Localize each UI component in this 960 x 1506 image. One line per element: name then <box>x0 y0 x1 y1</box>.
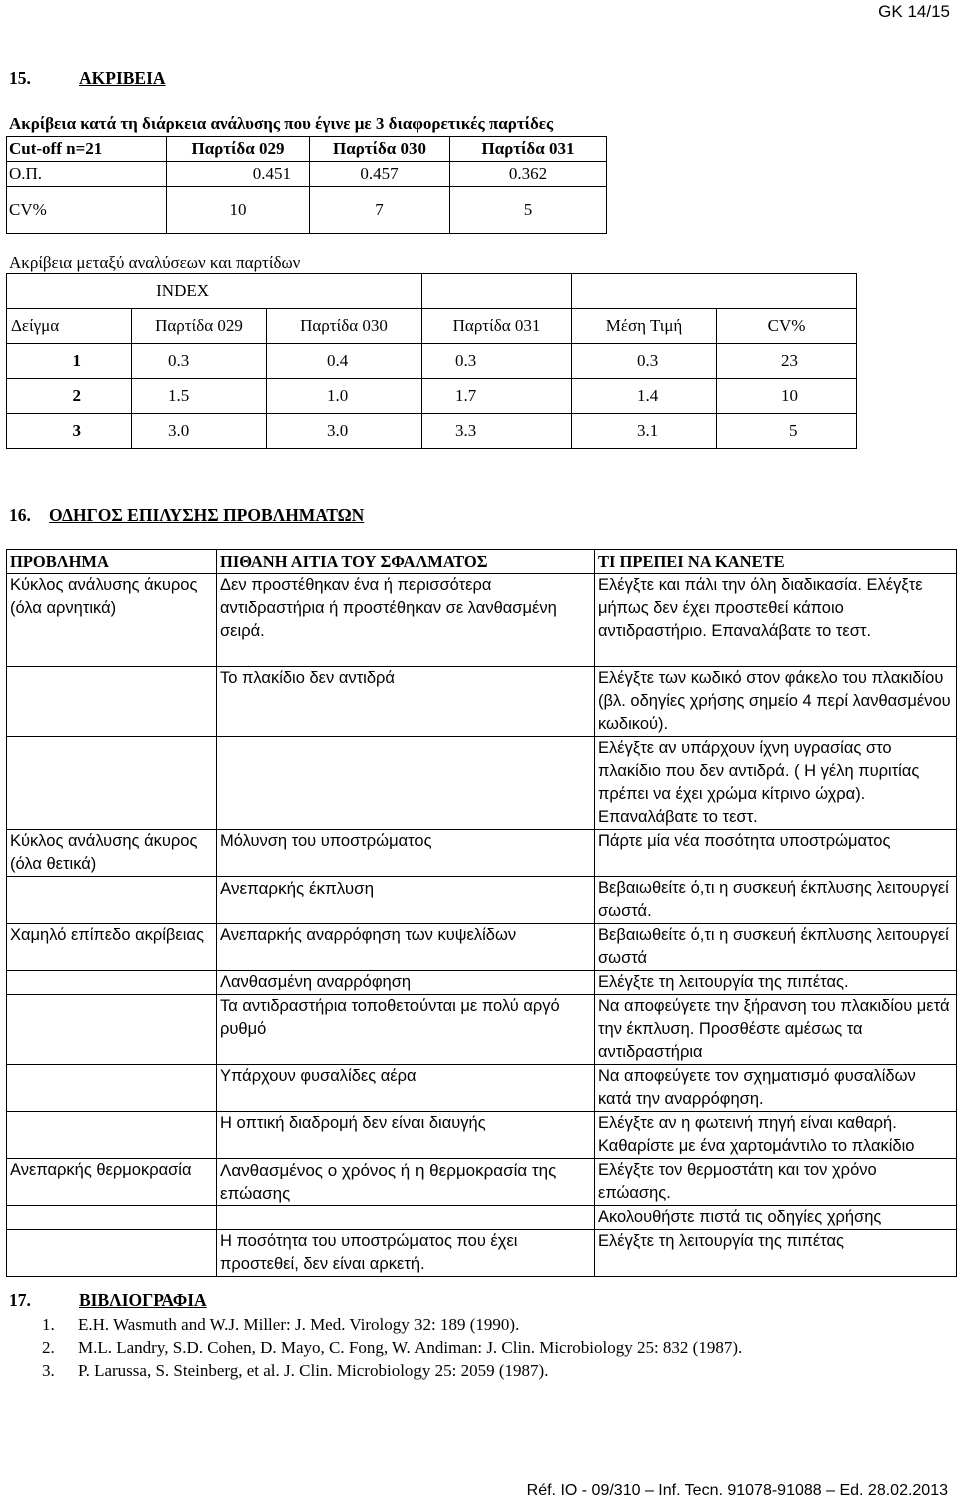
problem-cell <box>7 971 217 995</box>
table-row <box>7 550 957 574</box>
section-number: 17. <box>9 1290 31 1310</box>
table-cell: Παρτίδα 031 <box>450 137 607 162</box>
table-row <box>7 187 607 234</box>
problem-cell: Κύκλος ανάλυσης άκυρος (όλα θετικά) <box>7 830 217 877</box>
action-cell: Ελέγξτε τη λειτουργία της πιπέτας. <box>595 971 957 995</box>
table-cell: 1.5 <box>132 379 267 414</box>
section-17-title <box>9 1290 207 1311</box>
precision-table-index <box>6 273 857 449</box>
table-cell: 1.7 <box>422 379 572 414</box>
table-cell: 10 <box>717 379 857 414</box>
table-cell: 10 <box>167 187 310 234</box>
table-cell: 3.1 <box>572 414 717 449</box>
table-cell: 5 <box>450 187 607 234</box>
table-row <box>7 414 857 449</box>
section-number: 16. <box>9 505 31 525</box>
cause-cell: Ανεπαρκής έκπλυση <box>217 877 595 924</box>
action-cell: Ακολουθήστε πιστά τις οδηγίες χρήσης <box>595 1206 957 1230</box>
cause-cell <box>217 1206 595 1230</box>
table-row <box>7 971 957 995</box>
reference-number: 2. <box>42 1338 55 1357</box>
references-list <box>30 1313 742 1382</box>
table-cell: 0.3 <box>572 344 717 379</box>
problem-cell <box>7 1206 217 1230</box>
action-cell: Ελέγξτε τον θερμοστάτη και τον χρόνο επώασης. <box>595 1159 957 1206</box>
reference-number: 1. <box>42 1315 55 1334</box>
table-cell: 0.451 <box>167 162 310 187</box>
problem-cell <box>7 995 217 1065</box>
problem-cell <box>7 1230 217 1277</box>
table-header: CV% <box>717 309 857 344</box>
table-cell: 0.457 <box>310 162 450 187</box>
section-heading: ΟΔΗΓΟΣ ΕΠΙΛΥΣΗΣ ΠΡΟΒΛΗΜΑΤΩΝ <box>49 505 365 525</box>
table-row <box>7 737 957 830</box>
reference-number: 3. <box>42 1361 55 1380</box>
table-cell: 1.4 <box>572 379 717 414</box>
table-row <box>7 1230 957 1277</box>
table-row <box>7 830 957 877</box>
problem-cell: Κύκλος ανάλυσης άκυρος (όλα αρνητικά) <box>7 574 217 667</box>
table-row <box>7 1065 957 1112</box>
section-number: 15. <box>9 68 31 88</box>
table-header: Παρτίδα 030 <box>267 309 422 344</box>
table-cell: 7 <box>310 187 450 234</box>
table-header: Παρτίδα 031 <box>422 309 572 344</box>
table-cell: Παρτίδα 030 <box>310 137 450 162</box>
problem-cell: Χαμηλό επίπεδο ακρίβειας <box>7 924 217 971</box>
table-cell: 3.0 <box>267 414 422 449</box>
table-cell: 0.362 <box>450 162 607 187</box>
problem-cell <box>7 877 217 924</box>
reference-text: E.H. Wasmuth and W.J. Miller: J. Med. Virology 32: 189 (1990). <box>78 1315 520 1334</box>
table-row <box>7 309 857 344</box>
action-cell: Πάρτε μία νέα ποσότητα υποστρώματος <box>595 830 957 877</box>
table-cell: 0.3 <box>132 344 267 379</box>
section-heading: ΑΚΡΙΒΕΙΑ <box>79 68 166 88</box>
cause-cell <box>217 737 595 830</box>
table-cell: 1 <box>7 344 132 379</box>
table-header: Δείγμα <box>7 309 132 344</box>
cause-cell: Λανθασμένος ο χρόνος ή η θερμοκρασία της επώασης <box>217 1159 595 1206</box>
precision-caption-1: Ακρίβεια κατά τη διάρκεια ανάλυσης που έγινε με 3 διαφορετικές παρτίδες <box>9 114 554 133</box>
table-header: ΤΙ ΠΡΕΠΕΙ ΝΑ ΚΑΝΕΤΕ <box>595 550 957 574</box>
reference-text: M.L. Landry, S.D. Cohen, D. Mayo, C. Fong, W. Andiman: J. Clin. Microbiology 25: 832 (1987). <box>78 1338 743 1357</box>
table-cell: 0.3 <box>422 344 572 379</box>
index-label: INDEX <box>7 274 422 309</box>
cause-cell: Λανθασμένη αναρρόφηση <box>217 971 595 995</box>
cause-cell: Δεν προστέθηκαν ένα ή περισσότερα αντιδραστήρια ή προστέθηκαν σε λανθασμένη σειρά. <box>217 574 595 667</box>
list-item <box>30 1313 742 1336</box>
table-row <box>7 924 957 971</box>
table-cell: 3.0 <box>132 414 267 449</box>
table-cell <box>422 274 572 309</box>
table-row <box>7 1206 957 1230</box>
list-item <box>30 1359 742 1382</box>
page-footer: Réf. IO - 09/310 – Inf. Tecn. 91078-91088 – Ed. 28.02.2013 <box>526 1482 948 1499</box>
table-row <box>7 1159 957 1206</box>
table-row <box>7 162 607 187</box>
problem-cell <box>7 1112 217 1159</box>
list-item <box>30 1336 742 1359</box>
table-cell: 2 <box>7 379 132 414</box>
section-16-title <box>9 505 364 526</box>
section-15-title <box>9 68 166 89</box>
precision-table-runs <box>6 136 607 234</box>
action-cell: Ελέγξτε και πάλι την όλη διαδικασία. Ελέγξτε μήπως δεν έχει προστεθεί κάποιο αντιδραστήριο. Επαναλάβατε το τεστ. <box>595 574 957 667</box>
table-cell: CV% <box>7 187 167 234</box>
reference-text: P. Larussa, S. Steinberg, et al. J. Clin. Microbiology 25: 2059 (1987). <box>78 1361 549 1380</box>
table-row <box>7 877 957 924</box>
action-cell: Ελέγξτε των κωδικό στον φάκελο του πλακιδίου (βλ. οδηγίες χρήσης σημείο 4 περί λανθασμένου κωδικού). <box>595 667 957 737</box>
action-cell: Ελέγξτε αν η φωτεινή πηγή είναι καθαρή. Καθαρίστε με ένα χαρτομάντιλο το πλακίδιο <box>595 1112 957 1159</box>
cause-cell: Η ποσότητα του υποστρώματος που έχει προστεθεί, δεν είναι αρκετή. <box>217 1230 595 1277</box>
cause-cell: Ανεπαρκής αναρρόφηση των κυψελίδων <box>217 924 595 971</box>
problem-cell <box>7 667 217 737</box>
table-header: Μέση Τιμή <box>572 309 717 344</box>
action-cell: Ελέγξτε τη λειτουργία της πιπέτας <box>595 1230 957 1277</box>
table-row <box>7 274 857 309</box>
table-cell: Cut-off n=21 <box>7 137 167 162</box>
table-row <box>7 137 607 162</box>
table-row <box>7 1112 957 1159</box>
page-header: GK 14/15 <box>878 2 950 21</box>
cause-cell: Μόλυνση του υποστρώματος <box>217 830 595 877</box>
action-cell: Ελέγξτε αν υπάρχουν ίχνη υγρασίας στο πλακίδιο που δεν αντιδρά. ( Η γέλη πυριτίας πρέπει να έχει χρώμα κίτρινο ώχρα). Επαναλάβατε το τεστ. <box>595 737 957 830</box>
table-cell: 23 <box>717 344 857 379</box>
table-header: Παρτίδα 029 <box>132 309 267 344</box>
problem-cell: Ανεπαρκής θερμοκρασία <box>7 1159 217 1206</box>
table-cell: 1.0 <box>267 379 422 414</box>
table-cell: Ο.Π. <box>7 162 167 187</box>
cause-cell: Τα αντιδραστήρια τοποθετούνται με πολύ αργό ρυθμό <box>217 995 595 1065</box>
troubleshooting-table <box>6 549 957 1277</box>
table-header: ΠΙΘΑΝΗ ΑΙΤΙΑ ΤΟΥ ΣΦΑΛΜΑΤΟΣ <box>217 550 595 574</box>
cause-cell: Η οπτική διαδρομή δεν είναι διαυγής <box>217 1112 595 1159</box>
table-row <box>7 574 957 667</box>
table-row <box>7 995 957 1065</box>
action-cell: Να αποφεύγετε την ξήρανση του πλακιδίου μετά την έκπλυση. Προσθέστε αμέσως τα αντιδραστήρια <box>595 995 957 1065</box>
table-row <box>7 344 857 379</box>
table-cell: 5 <box>717 414 857 449</box>
table-cell: Παρτίδα 029 <box>167 137 310 162</box>
table-row <box>7 379 857 414</box>
table-cell: 3.3 <box>422 414 572 449</box>
problem-cell <box>7 1065 217 1112</box>
action-cell: Βεβαιωθείτε ό,τι η συσκευή έκπλυσης λειτουργεί σωστά. <box>595 877 957 924</box>
cause-cell: Το πλακίδιο δεν αντιδρά <box>217 667 595 737</box>
table-cell <box>572 274 857 309</box>
precision-caption-2: Ακρίβεια μεταξύ αναλύσεων και παρτίδων <box>9 253 301 272</box>
table-cell: 0.4 <box>267 344 422 379</box>
table-cell: 3 <box>7 414 132 449</box>
section-heading: ΒΙΒΛΙΟΓΡΑΦΙΑ <box>79 1290 207 1310</box>
action-cell: Να αποφεύγετε τον σχηματισμό φυσαλίδων κατά την αναρρόφηση. <box>595 1065 957 1112</box>
problem-cell <box>7 737 217 830</box>
action-cell: Βεβαιωθείτε ό,τι η συσκευή έκπλυσης λειτουργεί σωστά <box>595 924 957 971</box>
cause-cell: Υπάρχουν φυσαλίδες αέρα <box>217 1065 595 1112</box>
table-row <box>7 667 957 737</box>
table-header: ΠΡΟΒΛΗΜΑ <box>7 550 217 574</box>
